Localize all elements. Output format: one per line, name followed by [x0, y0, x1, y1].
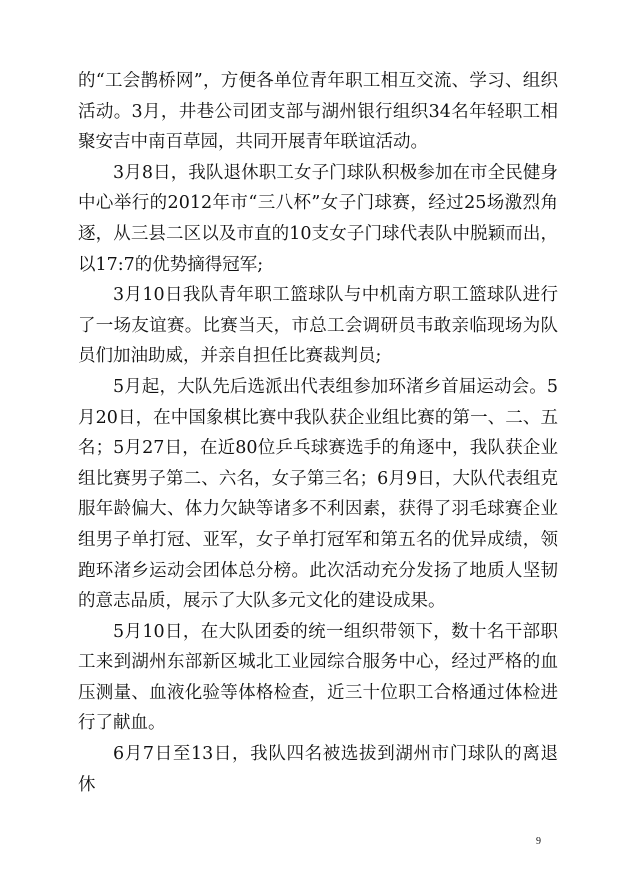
paragraph-5: 5月10日，在大队团委的统一组织带领下，数十名干部职工来到湖州东部新区城北工业园综合服务中心，经过严格的血压测量、血液化验等体格检查，近三十位职工合格通过体检进行了献血。 — [78, 621, 558, 734]
paragraph-3: 3月10日我队青年职工篮球队与中机南方职工篮球队进行了一场友谊赛。比赛当天，市总工会调研员韦敢亲临现场为队员们加油助威，并亲自担任比赛裁判员; — [78, 285, 558, 367]
paragraph-2: 3月8日，我队退休职工女子门球队积极参加在市全民健身中心举行的2012年市“三八杯”女子门球赛，经过25场激烈角逐，从三县二区以及市直的10支女子门球代表队中脱颖而出，以17:7的优势摘得冠军; — [78, 162, 558, 275]
paragraph-4: 5月起，大队先后选派出代表组参加环渚乡首届运动会。5月20日，在中国象棋比赛中我队获企业组比赛的第一、二、五名；5月27日，在近80位乒乓球赛选手的角逐中，我队获企业组比赛男子第二、六名，女子第三名；6月9日，大队代表组克服年龄偏大、体力欠缺等诸多不利因素，获得了羽毛球赛企业组男子单打冠、亚军，女子单打冠军和第五名的优异成绩，领跑环渚乡运动会团体总分榜。此次活动充分发扬了地质人坚韧的意志品质，展示了大队多元文化的建设成果。 — [78, 376, 558, 612]
body-text — [78, 66, 558, 800]
paragraph-6: 6月7日至13日，我队四名被选拔到湖州市门球队的离退休 — [78, 744, 558, 795]
paragraph-1: 的“工会鹊桥网”，方便各单位青年职工相互交流、学习、组织活动。3月，井巷公司团支部与湖州银行组织34名年轻职工相聚安吉中南百草园，共同开展青年联谊活动。 — [78, 71, 558, 153]
page-number: 9 — [536, 836, 541, 847]
